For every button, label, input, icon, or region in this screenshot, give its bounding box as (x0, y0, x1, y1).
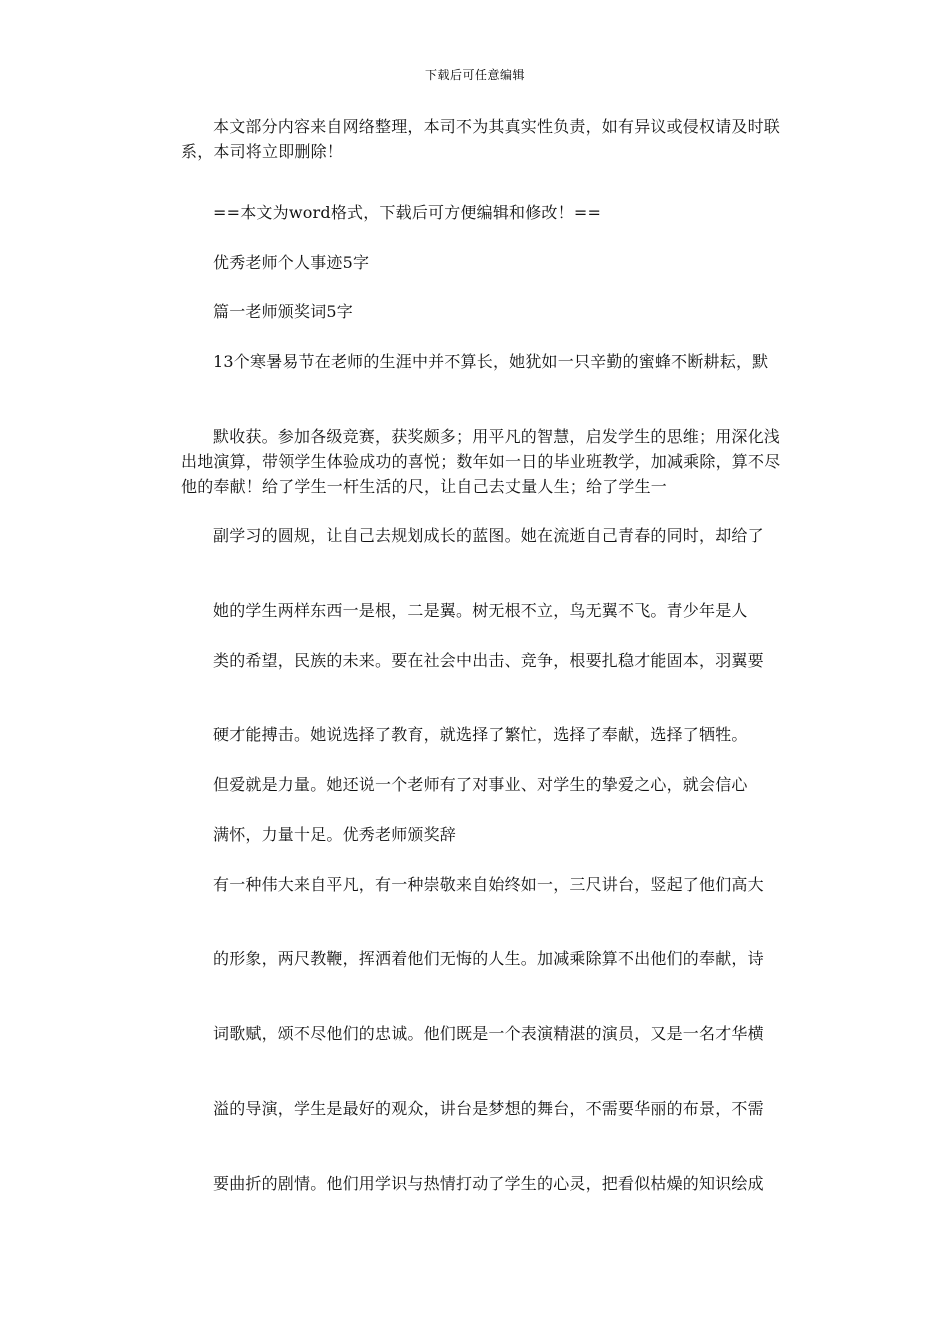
body-paragraph: 副学习的圆规，让自己去规划成长的蓝图。她在流逝自己青春的同时，却给了 (213, 526, 764, 545)
body-paragraph: 满怀，力量十足。优秀老师颁奖辞 (213, 825, 457, 844)
body-paragraph: 13个寒暑易节在老师的生涯中并不算长，她犹如一只辛勤的蜜蜂不断耕耘，默 (213, 352, 769, 371)
body-paragraph: 的形象，两尺教鞭，挥洒着他们无悔的人生。加减乘除算不出他们的奉献，诗 (213, 949, 764, 968)
body-paragraph: 硬才能搏击。她说选择了教育，就选择了繁忙，选择了奉献，选择了牺牲。 (213, 725, 748, 744)
body-paragraph: 要曲折的剧情。他们用学识与热情打动了学生的心灵，把看似枯燥的知识绘成 (213, 1174, 764, 1193)
page-header: 下载后可任意编辑 (424, 68, 525, 82)
document-title: 优秀老师个人事迹5字 (213, 253, 370, 272)
body-paragraph: 词歌赋，颂不尽他们的忠诚。他们既是一个表演精湛的演员，又是一名才华横 (213, 1024, 764, 1043)
section-heading: 篇一老师颁奖词5字 (213, 302, 353, 321)
disclaimer-paragraph: 本文部分内容来自网络整理，本司不为其真实性负责，如有异议或侵权请及时联系，本司将立即删除！ (181, 117, 781, 161)
body-paragraph: 溢的导演，学生是最好的观众，讲台是梦想的舞台，不需要华丽的布景，不需 (213, 1099, 764, 1118)
body-paragraph: 类的希望，民族的未来。要在社会中出击、竞争，根要扎稳才能固本，羽翼要 (213, 651, 764, 670)
body-paragraph: 她的学生两样东西一是根，二是翼。树无根不立，鸟无翼不飞。青少年是人 (213, 601, 748, 620)
body-paragraph: 默收获。参加各级竞赛，获奖颇多；用平凡的智慧，启发学生的思维；用深化浅出地演算，带领学生体验成功的喜悦；数年如一日的毕业班教学，加减乘除，算不尽他的奉献！给了学生一杆生活的尺，让自己去丈量人生；给了学生一 (181, 427, 781, 496)
body-paragraph: 但爱就是力量。她还说一个老师有了对事业、对学生的挚爱之心，就会信心 (213, 775, 748, 794)
format-note-paragraph: ==本文为word格式，下载后可方便编辑和修改！== (213, 203, 602, 222)
body-paragraph: 有一种伟大来自平凡，有一种崇敬来自始终如一，三尺讲台，竖起了他们高大 (213, 875, 764, 894)
